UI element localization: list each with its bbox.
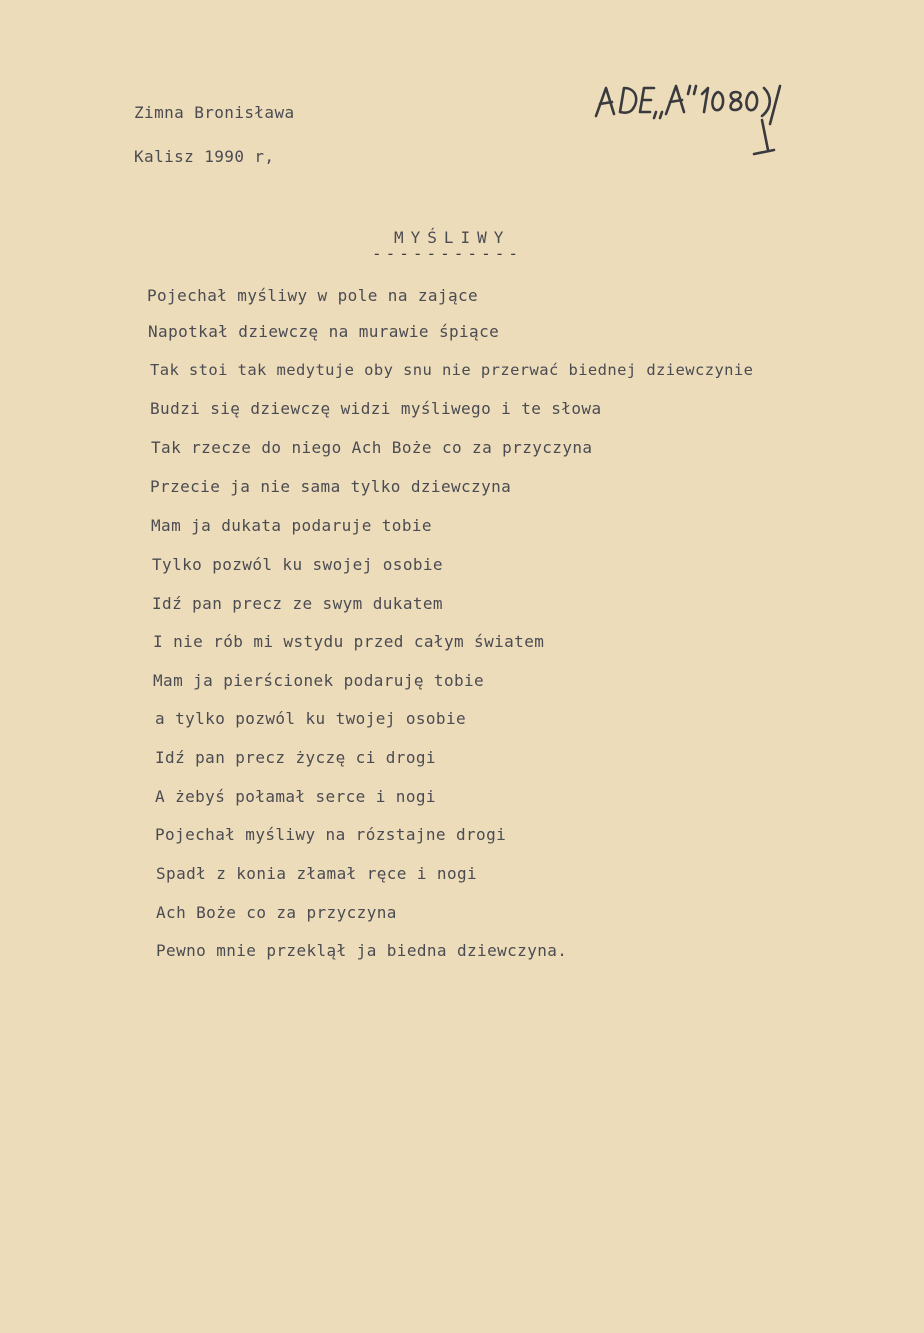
poem-line: Mam ja pierścionek podaruję tobie: [153, 671, 485, 690]
archive-signature-mark: [592, 80, 792, 170]
poem-line: Budzi się dziewczę widzi myśliwego i te słowa: [150, 399, 602, 418]
poem-line: Mam ja dukata podaruje tobie: [151, 516, 432, 535]
poem-line: Idź pan precz ze swym dukatem: [152, 594, 443, 613]
poem-line: a tylko pozwól ku twojej osobie: [155, 709, 467, 728]
poem-line: Pojechał myśliwy w pole na zające: [147, 286, 479, 305]
poem-line: Tak stoi tak medytuje oby snu nie przerwać biednej dziewczynie: [150, 361, 754, 379]
poem-line: Pojechał myśliwy na rózstajne drogi: [155, 825, 507, 844]
poem-line: Napotkał dziewczę na murawie śpiące: [148, 322, 500, 341]
poem-line: Tylko pozwól ku swojej osobie: [152, 555, 443, 574]
poem-title: MYŚLIWY: [394, 228, 511, 247]
poem-line: Ach Boże co za przyczyna: [156, 903, 397, 922]
author-name: Zimna Bronisława: [134, 103, 295, 122]
title-underline: -----------: [372, 244, 522, 263]
poem-line: Idź pan precz życzę ci drogi: [155, 748, 436, 767]
poem-line: Przecie ja nie sama tylko dziewczyna: [150, 477, 512, 496]
place-date: Kalisz 1990 r,: [134, 147, 275, 166]
poem-line: Tak rzecze do niego Ach Boże co za przyczyna: [151, 438, 593, 457]
poem-line: I nie rób mi wstydu przed całym światem: [153, 632, 545, 651]
poem-line: A żebyś połamał serce i nogi: [155, 787, 436, 806]
poem-line: Spadł z konia złamał ręce i nogi: [156, 864, 478, 883]
poem-line: Pewno mnie przeklął ja biedna dziewczyna.: [156, 941, 568, 960]
